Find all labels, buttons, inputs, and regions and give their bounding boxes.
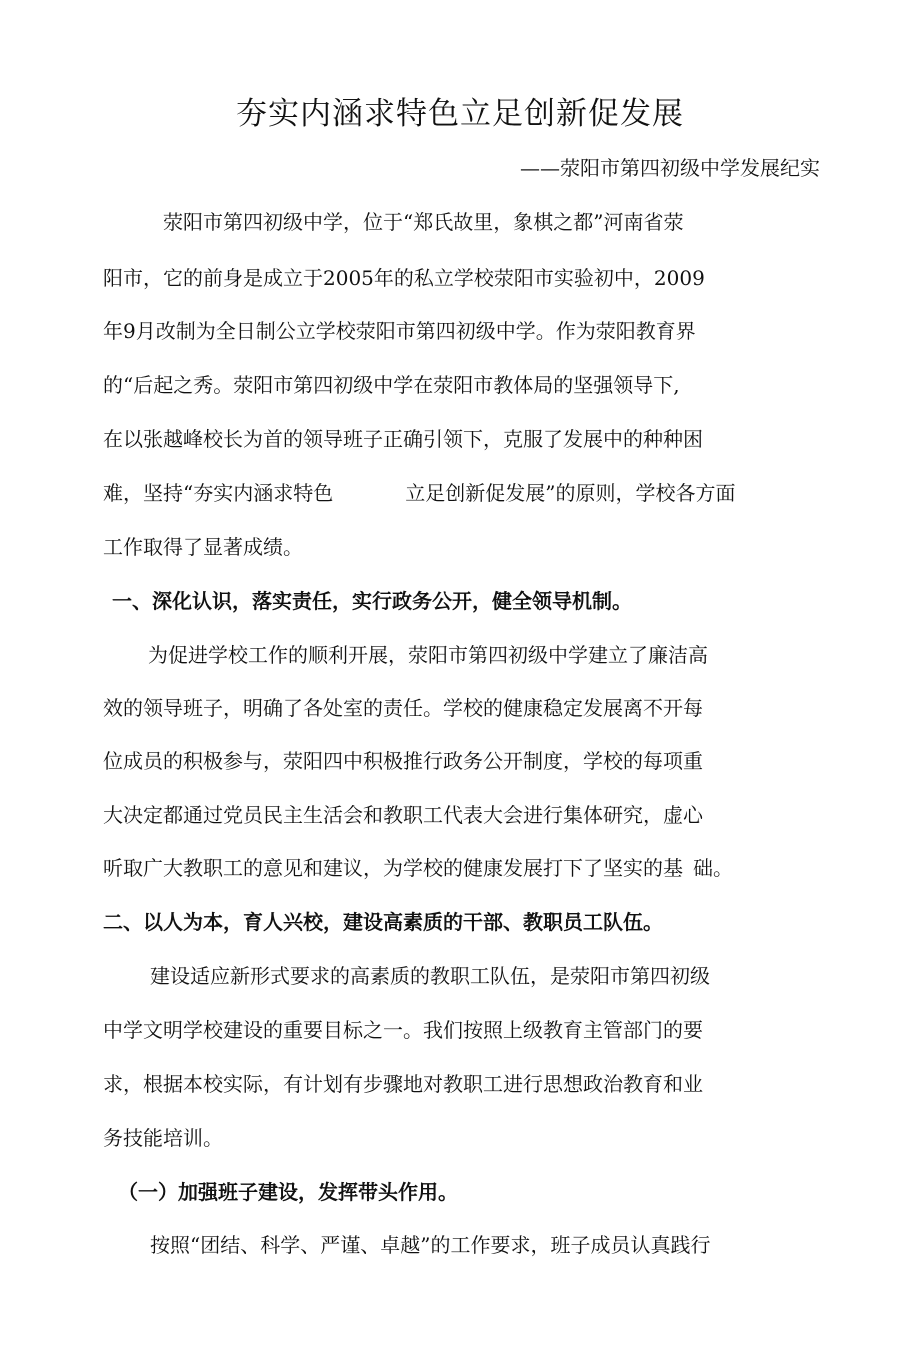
paragraph-line: 的“后起之秀。荥阳市第四初级中学在荥阳市教体局的坚强领导下,: [103, 373, 680, 397]
paragraph-line-part: 难，坚持“夯实内涵求特色: [103, 481, 334, 505]
paragraph-line: [103, 479, 735, 507]
subsection-heading-1: （一）加强班子建设，发挥带头作用。: [118, 1180, 458, 1204]
paragraph-line: 为促进学校工作的顺利开展，荥阳市第四初级中学建立了廉洁高: [148, 643, 708, 667]
paragraph-line: 荥阳市第四初级中学，位于“郑氏故里，象棋之都”河南省荥: [163, 210, 684, 234]
paragraph-line: [103, 854, 733, 882]
paragraph-line: 年9月改制为全日制公立学校荥阳市第四初级中学。作为荥阳教育界: [103, 319, 696, 343]
paragraph-line-part: 础。: [693, 856, 733, 880]
document-title: 夯实内涵求特色立足创新促发展: [236, 96, 684, 132]
paragraph-line: 求，根据本校实际，有计划有步骤地对教职工进行思想政治教育和业: [103, 1072, 703, 1096]
paragraph-line: 按照“团结、科学、严谨、卓越”的工作要求，班子成员认真践行: [150, 1233, 711, 1257]
paragraph-line: 效的领导班子，明确了各处室的责任。学校的健康稳定发展离不开每: [103, 696, 703, 720]
paragraph-line: 在以张越峰校长为首的领导班子正确引领下，克服了发展中的种种困: [103, 427, 703, 451]
paragraph-line: 位成员的积极参与，荥阳四中积极推行政务公开制度，学校的每项重: [103, 749, 703, 773]
paragraph-line-part: 听取广大教职工的意见和建议，为学校的健康发展打下了坚实的基: [103, 856, 683, 880]
paragraph-line: 务技能培训。: [103, 1126, 223, 1150]
paragraph-line: 中学文明学校建设的重要目标之一。我们按照上级教育主管部门的要: [103, 1018, 703, 1042]
paragraph-line: 阳市，它的前身是成立于2005年的私立学校荥阳市实验初中，2009: [103, 266, 705, 290]
paragraph-line: 大决定都通过党员民主生活会和教职工代表大会进行集体研究，虚心: [103, 803, 703, 827]
paragraph-line: 建设适应新形式要求的高素质的教职工队伍，是荥阳市第四初级: [150, 964, 710, 988]
document-subtitle: ——荥阳市第四初级中学发展纪实: [520, 156, 820, 180]
paragraph-line: 工作取得了显著成绩。: [103, 535, 303, 559]
section-heading-1: 一、深化认识，落实责任，实行政务公开，健全领导机制。: [112, 589, 632, 613]
section-heading-2: 二、以人为本，育人兴校，建设高素质的干部、教职员工队伍。: [103, 910, 663, 934]
paragraph-line-part: 立足创新促发展”的原则，学校各方面: [405, 481, 736, 505]
